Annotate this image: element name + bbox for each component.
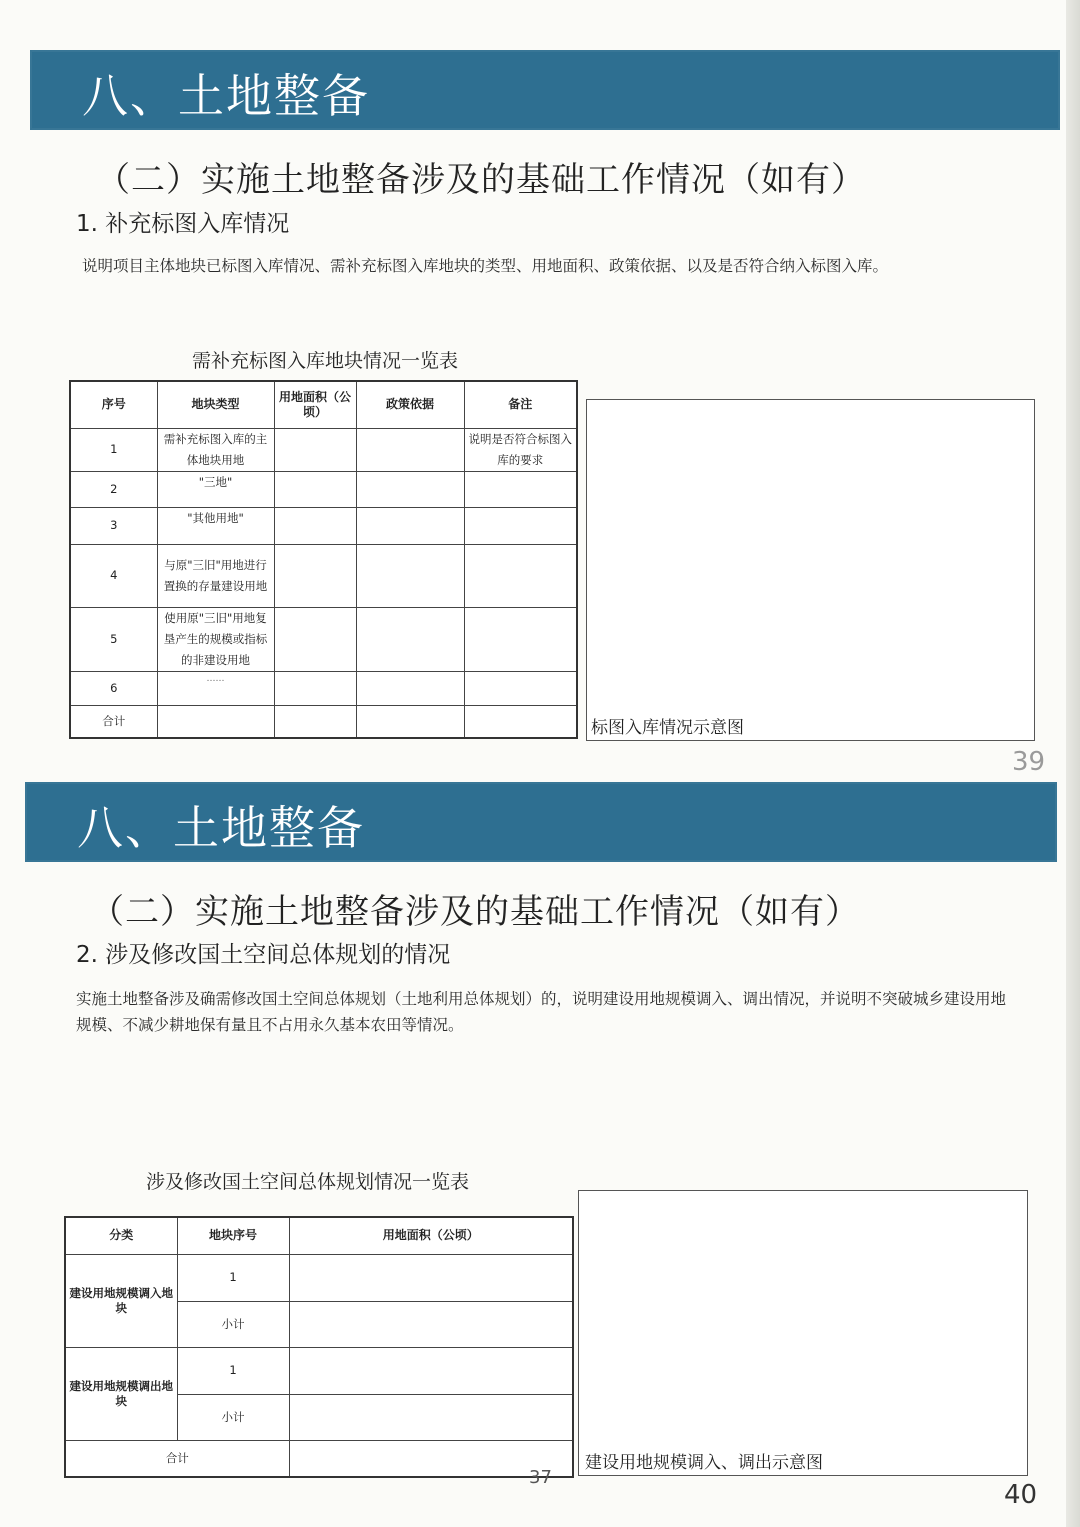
table-row (70, 671, 577, 705)
empty-cell (356, 705, 464, 738)
header-cell: 备注 (464, 381, 577, 428)
area-cell (274, 544, 356, 607)
row-number: 6 (70, 671, 157, 705)
table-row (70, 507, 577, 544)
row-number: 2 (70, 471, 157, 507)
note-cell (464, 507, 577, 544)
basis-cell (356, 544, 464, 607)
empty-cell (464, 705, 577, 738)
section-banner-2 (25, 782, 1057, 862)
page-number-39: 39 (1012, 747, 1046, 777)
map-placeholder-2 (578, 1190, 1028, 1476)
table-row-total (70, 705, 577, 738)
parcel-number: 1 (177, 1254, 289, 1301)
description-1: 说明项目主体地块已标图入库情况、需补充标图入库地块的类型、用地面积、政策依据、以及是否符合纳入标图入库。 (82, 257, 889, 275)
area-cell (289, 1301, 573, 1347)
page-number-40: 40 (1004, 1480, 1038, 1510)
basis-cell (356, 607, 464, 671)
area-cell (289, 1394, 573, 1440)
description-2: 实施土地整备涉及确需修改国土空间总体规划（土地利用总体规划）的，说明建设用地规模调入、调出情况，并说明不突破城乡建设用地规模、不减少耕地保有量且不占用永久基本农田等情况。 (76, 990, 1007, 1034)
parcel-type: 与原"三旧"用地进行置换的存量建设用地 (157, 544, 274, 607)
area-cell (274, 428, 356, 471)
basis-cell (356, 671, 464, 705)
area-cell (274, 507, 356, 544)
table-row (70, 607, 577, 671)
header-cell: 序号 (70, 381, 157, 428)
area-cell (289, 1254, 573, 1301)
note-cell (464, 471, 577, 507)
empty-cell (274, 705, 356, 738)
map-placeholder-1 (586, 399, 1035, 741)
area-cell (274, 671, 356, 705)
basis-cell (356, 471, 464, 507)
table-row (70, 544, 577, 607)
empty-cell (157, 705, 274, 738)
row-number: 5 (70, 607, 157, 671)
parcel-type: 使用原"三旧"用地复垦产生的规模或指标的非建设用地 (157, 607, 274, 671)
area-cell (274, 607, 356, 671)
row-number: 3 (70, 507, 157, 544)
table-title-2: 涉及修改国土空间总体规划情况一览表 (146, 1171, 470, 1193)
note-cell (464, 544, 577, 607)
header-cell: 政策依据 (356, 381, 464, 428)
area-cell (289, 1347, 573, 1394)
row-number: 1 (70, 428, 157, 471)
row-number: 4 (70, 544, 157, 607)
banner-title-2: 八、土地整备 (77, 801, 365, 855)
group-in-label: 建设用地规模调入地块 (65, 1254, 177, 1347)
middle-page-number: 37 (529, 1467, 552, 1488)
subtotal-label: 小计 (177, 1301, 289, 1347)
table-row (65, 1347, 573, 1394)
group-out-label: 建设用地规模调出地块 (65, 1347, 177, 1440)
section-title-1: （二）实施土地整备涉及的基础工作情况（如有） (96, 160, 866, 200)
sub-title-2: 2. 涉及修改国土空间总体规划的情况 (76, 942, 451, 968)
land-parcel-table (69, 380, 578, 739)
basis-cell (356, 507, 464, 544)
area-cell (274, 471, 356, 507)
parcel-type: "三地" (157, 471, 274, 507)
parcel-type: …… (157, 671, 274, 705)
table-row (65, 1254, 573, 1301)
section-banner-1 (30, 50, 1060, 130)
note-cell (464, 607, 577, 671)
parcel-type: 需补充标图入库的主体地块用地 (157, 428, 274, 471)
note-cell: 说明是否符合标图入库的要求 (464, 428, 577, 471)
note-cell (464, 671, 577, 705)
table-row-total (65, 1440, 573, 1477)
header-cell: 分类 (65, 1217, 177, 1254)
basis-cell (356, 428, 464, 471)
map-caption-2: 建设用地规模调入、调出示意图 (585, 1453, 823, 1473)
sub-title-1: 1. 补充标图入库情况 (76, 211, 290, 237)
table-row (70, 471, 577, 507)
header-cell: 地块序号 (177, 1217, 289, 1254)
total-label: 合计 (65, 1440, 289, 1477)
total-label: 合计 (70, 705, 157, 738)
subtotal-label: 小计 (177, 1394, 289, 1440)
map-caption-1: 标图入库情况示意图 (591, 718, 744, 738)
header-cell: 用地面积（公顷） (289, 1217, 573, 1254)
parcel-type: "其他用地" (157, 507, 274, 544)
header-cell: 地块类型 (157, 381, 274, 428)
header-cell: 用地面积（公顷） (274, 381, 356, 428)
plan-revision-table (64, 1216, 574, 1478)
banner-title-1: 八、土地整备 (82, 69, 370, 123)
page-edge (1066, 0, 1080, 1527)
parcel-number: 1 (177, 1347, 289, 1394)
table-row (70, 428, 577, 471)
section-title-2: （二）实施土地整备涉及的基础工作情况（如有） (90, 892, 860, 932)
table-title-1: 需补充标图入库地块情况一览表 (192, 350, 459, 372)
